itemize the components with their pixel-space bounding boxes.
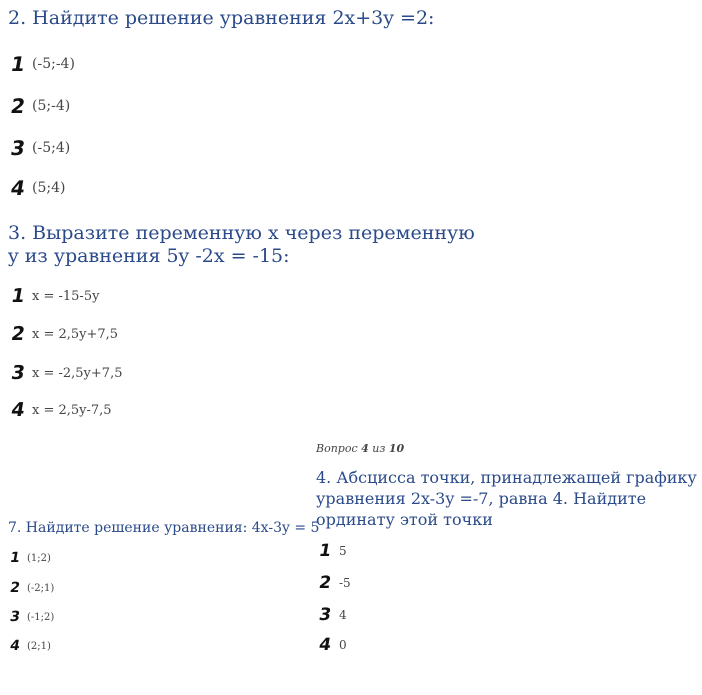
option-text: (-2;1) [27, 582, 55, 594]
question-2-option-4[interactable] [8, 176, 65, 200]
handwritten-number-3: 3 [8, 609, 22, 625]
handwritten-number-4: 4 [8, 638, 22, 654]
handwritten-number-3: 3 [9, 362, 27, 384]
handwritten-number-1: 1 [9, 285, 27, 307]
question-counter-mid: из [368, 442, 389, 455]
question-4-option-1[interactable] [316, 541, 347, 561]
handwritten-number-4: 4 [317, 635, 333, 655]
option-text: (-1;2) [27, 611, 55, 623]
question-3-title-line-2: y из уравнения 5y -2x = -15: [8, 245, 290, 267]
question-4-option-4[interactable] [316, 635, 347, 655]
handwritten-number-2: 2 [9, 323, 27, 345]
handwritten-number-2: 2 [8, 580, 22, 596]
handwritten-number-2: 2 [8, 94, 28, 118]
handwritten-number-4: 4 [9, 399, 27, 421]
option-text: 5 [339, 544, 347, 558]
question-4-title-line-2: уравнения 2x-3y =-7, равна 4. Найдите [316, 489, 647, 508]
question-counter-total: 10 [388, 442, 405, 455]
option-text: (5;4) [32, 180, 66, 196]
option-text: -5 [339, 576, 351, 590]
question-3-title-line-1: 3. Выразите переменную x через переменную [8, 222, 475, 244]
question-2-title: 2. Найдите решение уравнения 2x+3y =2: [8, 7, 435, 29]
option-text: x = -15-5y [32, 288, 100, 304]
question-4-option-3[interactable] [316, 605, 347, 625]
option-text: (-5;-4) [32, 56, 75, 72]
handwritten-number-3: 3 [8, 136, 28, 160]
question-7-option-2[interactable] [8, 580, 54, 596]
option-text: (-5;4) [32, 140, 71, 156]
question-7-option-4[interactable] [8, 638, 51, 654]
question-counter [316, 442, 404, 455]
handwritten-number-1: 1 [8, 52, 28, 76]
question-4-title-line-3: ординату этой точки [316, 510, 493, 529]
question-7-option-3[interactable] [8, 609, 54, 625]
question-7-title: 7. Найдите решение уравнения: 4x-3y = 5 [8, 520, 320, 536]
handwritten-number-2: 2 [317, 573, 333, 593]
option-text: x = 2,5y-7,5 [32, 402, 112, 418]
handwritten-number-1: 1 [8, 550, 22, 566]
question-3-option-2[interactable] [8, 323, 118, 345]
question-3-option-3[interactable] [8, 362, 122, 384]
question-3-option-4[interactable] [8, 399, 112, 421]
option-text: x = -2,5y+7,5 [32, 365, 123, 381]
option-text: 4 [339, 608, 347, 622]
question-counter-current: 4 [361, 442, 369, 455]
question-2-option-3[interactable] [8, 136, 70, 160]
question-3-option-1[interactable] [8, 285, 99, 307]
question-4-title-line-1: 4. Абсцисса точки, принадлежащей графику [316, 468, 697, 487]
option-text: (5;-4) [32, 98, 71, 114]
option-text: (2;1) [27, 640, 51, 652]
option-text: x = 2,5y+7,5 [32, 326, 119, 342]
option-text: (1;2) [27, 552, 51, 564]
handwritten-number-1: 1 [317, 541, 333, 561]
question-counter-prefix: Вопрос [316, 442, 362, 455]
question-2-option-2[interactable] [8, 94, 70, 118]
question-2-option-1[interactable] [8, 52, 75, 76]
option-text: 0 [339, 638, 347, 652]
question-4-option-2[interactable] [316, 573, 351, 593]
question-7-option-1[interactable] [8, 550, 51, 566]
handwritten-number-4: 4 [8, 176, 28, 200]
handwritten-number-3: 3 [317, 605, 333, 625]
